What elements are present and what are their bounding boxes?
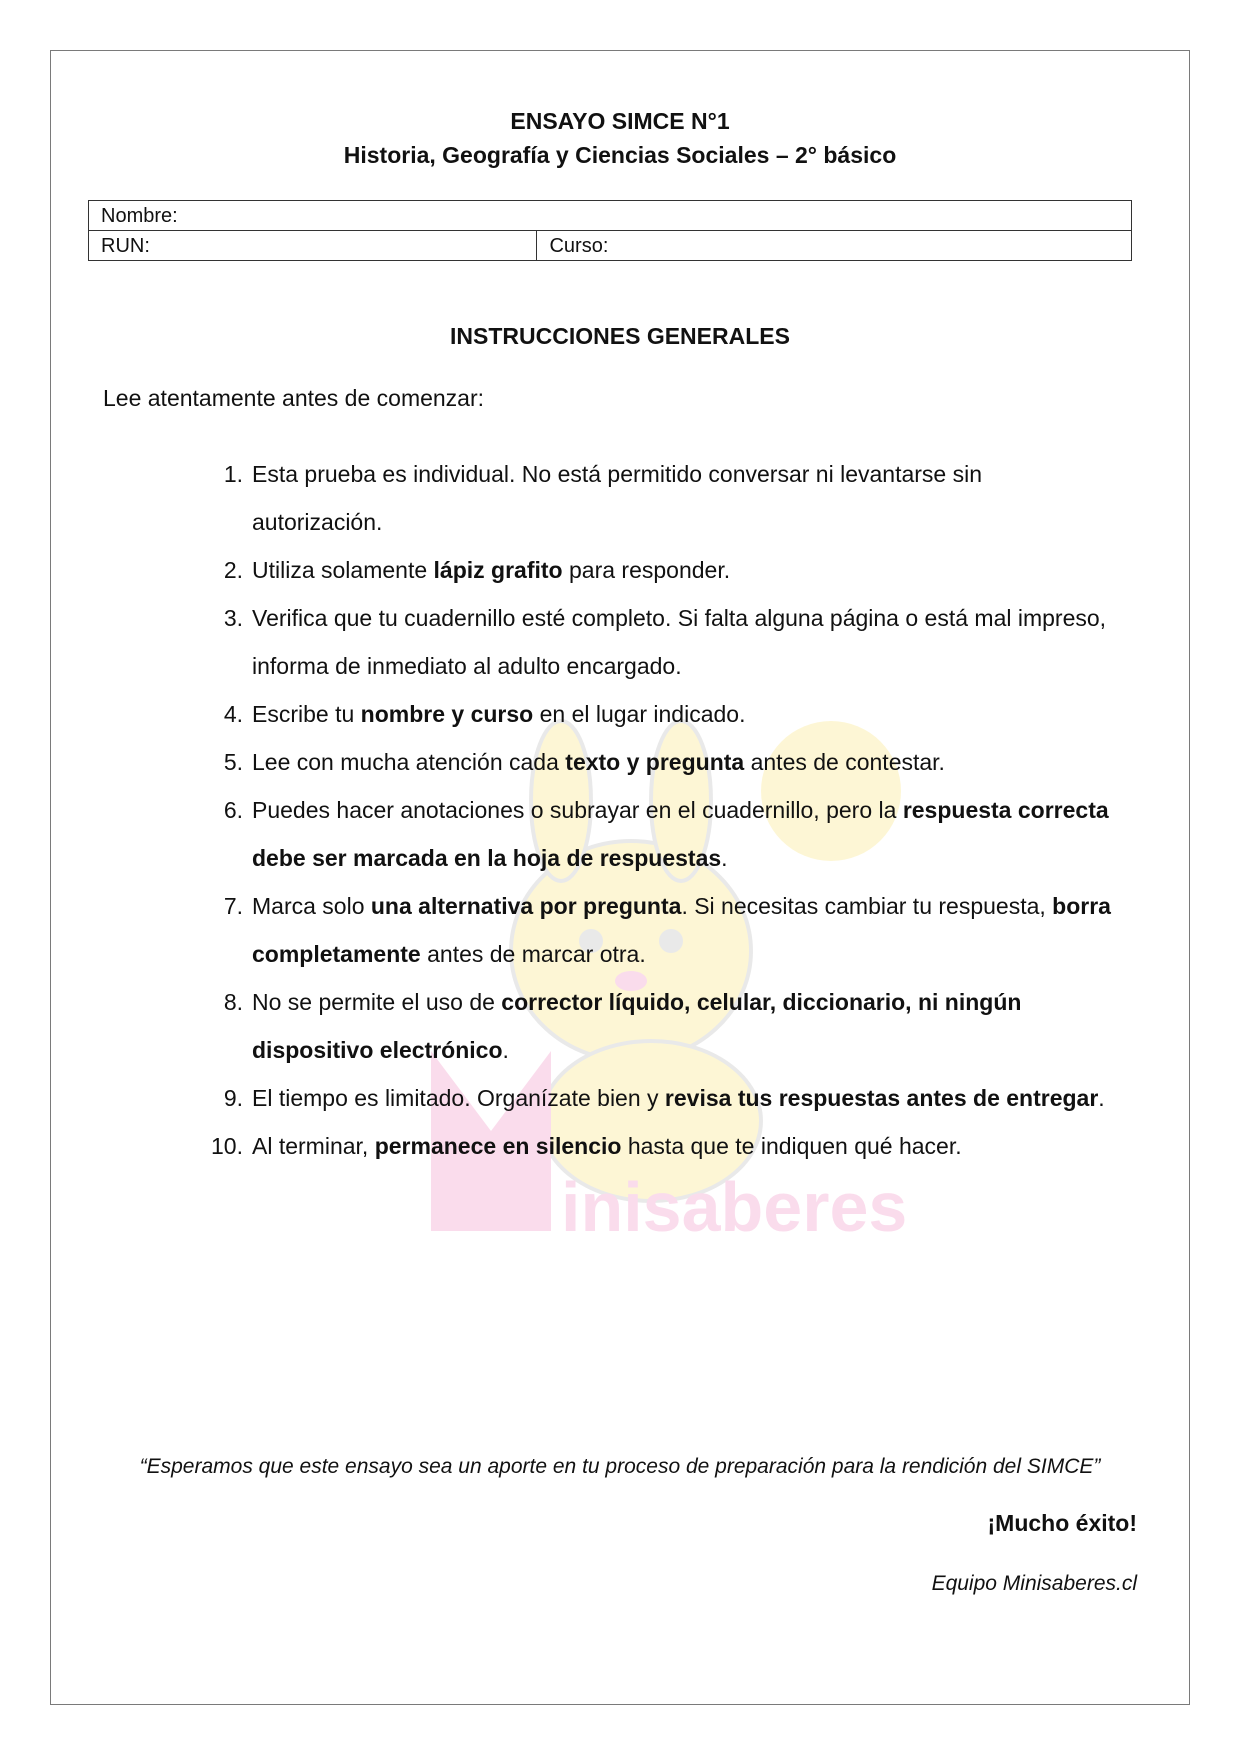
- instruction-text: Marca solo: [252, 893, 371, 919]
- instruction-text: Escribe tu: [252, 701, 361, 727]
- instruction-number: 8.: [223, 989, 243, 1015]
- document-page: [50, 50, 1190, 1705]
- instruction-emphasis: texto y pregunta: [565, 749, 745, 775]
- instruction-text: El tiempo es limitado. Organízate bien y: [252, 1085, 665, 1111]
- team-signature: Equipo Minisaberes.cl: [931, 1572, 1137, 1595]
- instruction-number: 1.: [223, 461, 243, 487]
- instruction-text: Utiliza solamente: [252, 557, 434, 583]
- closing-quote: “Esperamos que este ensayo sea un aporte en tu proceso de preparación para la rendición del SIMCE”: [139, 1455, 1101, 1478]
- instruction-item: [215, 786, 1115, 882]
- instruction-text: Al terminar,: [252, 1133, 375, 1159]
- instruction-emphasis: corrector líquido, celular, diccionario, ni ningún dispositivo electrónico: [252, 989, 1022, 1063]
- instruction-item: [215, 978, 1115, 1074]
- instruction-emphasis: revisa tus respuestas antes de entregar: [664, 1085, 1099, 1111]
- instruction-item: [215, 882, 1115, 978]
- instruction-number: 4.: [223, 701, 243, 727]
- instruction-item: [215, 738, 1115, 786]
- instruction-number: 6.: [223, 797, 243, 823]
- instruction-emphasis: permanece en silencio: [374, 1133, 622, 1159]
- instruction-emphasis: respuesta correcta debe ser marcada en la hoja de respuestas: [252, 797, 1109, 871]
- instruction-text: Lee con mucha atención cada: [252, 749, 566, 775]
- instruction-text: .: [1098, 1085, 1105, 1111]
- instructions-list: [211, 450, 1115, 1170]
- section-title: INSTRUCCIONES GENERALES: [450, 323, 790, 349]
- page-title: ENSAYO SIMCE N°1: [510, 108, 730, 134]
- watermark-text: inisaberes: [561, 1168, 908, 1246]
- instruction-text: Puedes hacer anotaciones o subrayar en el cuadernillo, pero la: [252, 797, 903, 823]
- instruction-number: 5.: [223, 749, 243, 775]
- name-label: Nombre:: [101, 205, 178, 227]
- instruction-text: Verifica que tu cuadernillo esté completo. Si falta alguna página o está mal impreso, informa de inmediato al adulto encargado.: [252, 605, 1107, 679]
- instruction-text: para responder.: [562, 557, 731, 583]
- instruction-item: [211, 1122, 1115, 1170]
- page-subtitle: Historia, Geografía y Ciencias Sociales – 2° básico: [343, 142, 897, 168]
- instruction-item: [215, 594, 1115, 690]
- instruction-number: 7.: [223, 893, 243, 919]
- instruction-item: [215, 450, 1115, 546]
- lead-text: Lee atentamente antes de comenzar:: [103, 385, 485, 411]
- instruction-item: [215, 1074, 1115, 1122]
- instruction-emphasis: borra completamente: [252, 893, 1111, 967]
- instruction-text: No se permite el uso de: [252, 989, 502, 1015]
- student-info-table: [88, 200, 1132, 261]
- instruction-text: .: [721, 845, 728, 871]
- name-field[interactable]: [89, 201, 1132, 231]
- instruction-item: [215, 690, 1115, 738]
- instruction-emphasis: lápiz grafito: [433, 557, 563, 583]
- instruction-text: hasta que te indiquen qué hacer.: [621, 1133, 962, 1159]
- instruction-text: en el lugar indicado.: [533, 701, 746, 727]
- instruction-text: Esta prueba es individual. No está permitido conversar ni levantarse sin autorización.: [252, 461, 982, 535]
- run-label: RUN:: [101, 235, 150, 257]
- instruction-item: [215, 546, 1115, 594]
- instruction-emphasis: nombre y curso: [360, 701, 534, 727]
- course-field[interactable]: [537, 231, 1132, 261]
- instruction-emphasis: una alternativa por pregunta: [370, 893, 682, 919]
- instruction-number: 2.: [223, 557, 243, 583]
- run-field[interactable]: [89, 231, 537, 261]
- instruction-text: .: [502, 1037, 509, 1063]
- instruction-text: antes de contestar.: [744, 749, 945, 775]
- course-label: Curso:: [549, 235, 609, 257]
- instruction-number: 10.: [211, 1133, 243, 1159]
- success-message: ¡Mucho éxito!: [987, 1510, 1137, 1536]
- instruction-text: antes de marcar otra.: [420, 941, 646, 967]
- instruction-text: . Si necesitas cambiar tu respuesta,: [681, 893, 1053, 919]
- instruction-number: 3.: [223, 605, 243, 631]
- instruction-number: 9.: [223, 1085, 243, 1111]
